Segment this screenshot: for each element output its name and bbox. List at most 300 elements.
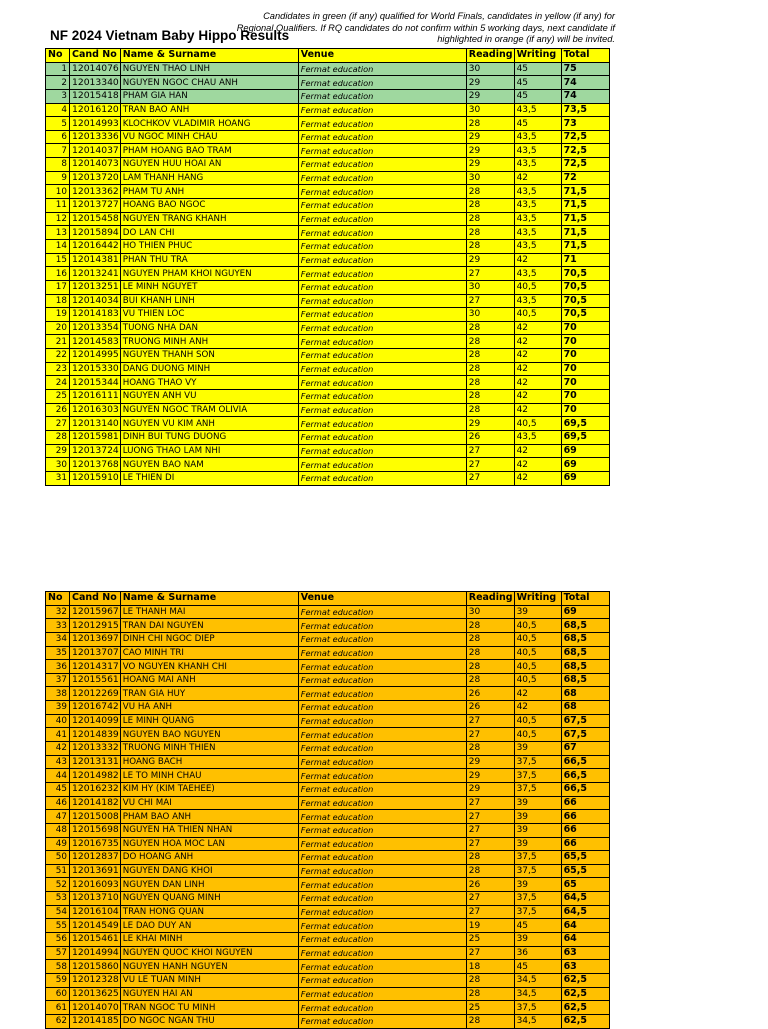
cell-writing: 42 — [514, 687, 561, 701]
cell-no: 4 — [46, 103, 70, 117]
table-row — [46, 960, 610, 974]
cell-name: KIM HY (KIM TAEHEE) — [120, 782, 298, 796]
table-row — [46, 335, 610, 349]
cell-writing: 40,5 — [514, 728, 561, 742]
cell-name: LE KHAI MINH — [120, 933, 298, 947]
table-row — [46, 253, 610, 267]
cell-venue: Fermat education — [298, 308, 466, 322]
cell-writing: 43,5 — [514, 130, 561, 144]
cell-total: 72 — [561, 171, 609, 185]
cell-name: NGUYEN VU KIM ANH — [120, 417, 298, 431]
cell-venue: Fermat education — [298, 349, 466, 363]
cell-cand-no: 12013340 — [70, 76, 121, 90]
cell-reading: 28 — [466, 660, 514, 674]
cell-writing: 42 — [514, 253, 561, 267]
table-row — [46, 796, 610, 810]
cell-cand-no: 12013625 — [70, 987, 121, 1001]
cell-total: 71,5 — [561, 226, 609, 240]
cell-cand-no: 12012837 — [70, 851, 121, 865]
cell-total: 74 — [561, 89, 609, 103]
cell-no: 34 — [46, 632, 70, 646]
cell-no: 21 — [46, 335, 70, 349]
cell-total: 64 — [561, 919, 609, 933]
cell-name: TUONG NHA DAN — [120, 321, 298, 335]
cell-venue: Fermat education — [298, 810, 466, 824]
cell-writing: 39 — [514, 605, 561, 619]
cell-cand-no: 12015698 — [70, 823, 121, 837]
cell-total: 71,5 — [561, 185, 609, 199]
cell-reading: 27 — [466, 823, 514, 837]
cell-name: KLOCHKOV VLADIMIR HOANG — [120, 117, 298, 131]
cell-cand-no: 12012915 — [70, 619, 121, 633]
cell-reading: 25 — [466, 1001, 514, 1015]
cell-no: 14 — [46, 239, 70, 253]
cell-name: TRAN HONG QUAN — [120, 905, 298, 919]
cell-writing: 40,5 — [514, 660, 561, 674]
table-row — [46, 117, 610, 131]
cell-name: HOANG BACH — [120, 755, 298, 769]
table-row — [46, 212, 610, 226]
cell-no: 35 — [46, 646, 70, 660]
cell-reading: 29 — [466, 76, 514, 90]
cell-no: 18 — [46, 294, 70, 308]
cell-cand-no: 12016104 — [70, 905, 121, 919]
cell-cand-no: 12015344 — [70, 376, 121, 390]
cell-cand-no: 12015461 — [70, 933, 121, 947]
cell-cand-no: 12014583 — [70, 335, 121, 349]
cell-name: BUI KHANH LINH — [120, 294, 298, 308]
cell-writing: 45 — [514, 960, 561, 974]
cell-venue: Fermat education — [298, 171, 466, 185]
cell-name: VO NGUYEN KHANH CHI — [120, 660, 298, 674]
cell-name: LE THANH MAI — [120, 605, 298, 619]
header-writing: Writing — [514, 592, 561, 606]
cell-name: VU THIEN LOC — [120, 308, 298, 322]
cell-reading: 27 — [466, 444, 514, 458]
cell-writing: 34,5 — [514, 987, 561, 1001]
cell-venue: Fermat education — [298, 226, 466, 240]
cell-reading: 28 — [466, 987, 514, 1001]
cell-total: 72,5 — [561, 158, 609, 172]
cell-name: LAM THANH HANG — [120, 171, 298, 185]
cell-reading: 26 — [466, 687, 514, 701]
cell-writing: 45 — [514, 89, 561, 103]
table-row — [46, 280, 610, 294]
cell-name: NGUYEN DAN LINH — [120, 878, 298, 892]
cell-venue: Fermat education — [298, 660, 466, 674]
cell-writing: 40,5 — [514, 619, 561, 633]
cell-writing: 42 — [514, 349, 561, 363]
cell-total: 70 — [561, 376, 609, 390]
cell-no: 22 — [46, 349, 70, 363]
table-row — [46, 308, 610, 322]
cell-name: PHAM BAO ANH — [120, 810, 298, 824]
table-row — [46, 185, 610, 199]
cell-writing: 42 — [514, 390, 561, 404]
cell-reading: 29 — [466, 253, 514, 267]
cell-total: 69 — [561, 444, 609, 458]
header-name: Name & Surname — [120, 49, 298, 63]
cell-writing: 43,5 — [514, 430, 561, 444]
table-header-row — [46, 49, 610, 63]
cell-writing: 45 — [514, 117, 561, 131]
table-row — [46, 403, 610, 417]
table-row — [46, 199, 610, 213]
table-row — [46, 851, 610, 865]
cell-venue: Fermat education — [298, 1014, 466, 1028]
cell-total: 65,5 — [561, 851, 609, 865]
cell-reading: 27 — [466, 892, 514, 906]
cell-total: 70 — [561, 390, 609, 404]
cell-cand-no: 12016442 — [70, 239, 121, 253]
cell-cand-no: 12013691 — [70, 864, 121, 878]
cell-total: 66,5 — [561, 755, 609, 769]
cell-no: 3 — [46, 89, 70, 103]
cell-name: DO NGOC NGAN THU — [120, 1014, 298, 1028]
cell-total: 70,5 — [561, 294, 609, 308]
cell-total: 63 — [561, 946, 609, 960]
cell-name: HO THIEN PHUC — [120, 239, 298, 253]
cell-total: 68,5 — [561, 632, 609, 646]
cell-cand-no: 12014995 — [70, 349, 121, 363]
cell-total: 71 — [561, 253, 609, 267]
table-row — [46, 1001, 610, 1015]
cell-cand-no: 12015981 — [70, 430, 121, 444]
table-row — [46, 714, 610, 728]
cell-writing: 40,5 — [514, 646, 561, 660]
cell-name: PHAM GIA HAN — [120, 89, 298, 103]
header-total: Total — [561, 592, 609, 606]
cell-no: 39 — [46, 701, 70, 715]
cell-writing: 43,5 — [514, 158, 561, 172]
cell-reading: 29 — [466, 417, 514, 431]
cell-venue: Fermat education — [298, 212, 466, 226]
cell-writing: 43,5 — [514, 212, 561, 226]
table-row — [46, 632, 610, 646]
cell-total: 72,5 — [561, 144, 609, 158]
cell-venue: Fermat education — [298, 321, 466, 335]
cell-reading: 27 — [466, 837, 514, 851]
cell-cand-no: 12016120 — [70, 103, 121, 117]
cell-no: 19 — [46, 308, 70, 322]
cell-total: 63 — [561, 960, 609, 974]
table-row — [46, 837, 610, 851]
cell-no: 26 — [46, 403, 70, 417]
cell-no: 7 — [46, 144, 70, 158]
table-row — [46, 158, 610, 172]
cell-total: 64,5 — [561, 892, 609, 906]
table-row — [46, 933, 610, 947]
table-header-row — [46, 592, 610, 606]
cell-name: LE MINH NGUYET — [120, 280, 298, 294]
cell-total: 74 — [561, 76, 609, 90]
table-row — [46, 605, 610, 619]
cell-no: 51 — [46, 864, 70, 878]
header-total: Total — [561, 49, 609, 63]
cell-name: TRAN DAI NGUYEN — [120, 619, 298, 633]
cell-reading: 27 — [466, 471, 514, 485]
cell-cand-no: 12014070 — [70, 1001, 121, 1015]
cell-venue: Fermat education — [298, 960, 466, 974]
cell-venue: Fermat education — [298, 417, 466, 431]
table-row — [46, 144, 610, 158]
cell-writing: 42 — [514, 403, 561, 417]
cell-writing: 42 — [514, 444, 561, 458]
table-body — [46, 62, 610, 485]
cell-writing: 37,5 — [514, 851, 561, 865]
table-row — [46, 728, 610, 742]
table-row — [46, 458, 610, 472]
cell-venue: Fermat education — [298, 62, 466, 76]
cell-writing: 39 — [514, 823, 561, 837]
cell-venue: Fermat education — [298, 294, 466, 308]
cell-total: 64,5 — [561, 905, 609, 919]
cell-no: 38 — [46, 687, 70, 701]
cell-total: 69 — [561, 605, 609, 619]
cell-reading: 29 — [466, 158, 514, 172]
cell-name: VU NGOC MINH CHAU — [120, 130, 298, 144]
cell-reading: 27 — [466, 458, 514, 472]
cell-no: 49 — [46, 837, 70, 851]
cell-cand-no: 12014839 — [70, 728, 121, 742]
cell-total: 70 — [561, 403, 609, 417]
cell-reading: 28 — [466, 619, 514, 633]
cell-venue: Fermat education — [298, 103, 466, 117]
cell-writing: 43,5 — [514, 294, 561, 308]
table-row — [46, 973, 610, 987]
cell-reading: 25 — [466, 933, 514, 947]
cell-name: NGUYEN BAO NGUYEN — [120, 728, 298, 742]
cell-total: 67,5 — [561, 728, 609, 742]
cell-venue: Fermat education — [298, 239, 466, 253]
cell-no: 37 — [46, 673, 70, 687]
table-row — [46, 376, 610, 390]
cell-cand-no: 12016735 — [70, 837, 121, 851]
cell-venue: Fermat education — [298, 144, 466, 158]
cell-total: 70,5 — [561, 267, 609, 281]
table-row — [46, 810, 610, 824]
table-row — [46, 919, 610, 933]
cell-cand-no: 12015894 — [70, 226, 121, 240]
cell-total: 66 — [561, 810, 609, 824]
cell-no: 20 — [46, 321, 70, 335]
cell-venue: Fermat education — [298, 673, 466, 687]
cell-cand-no: 12014183 — [70, 308, 121, 322]
cell-venue: Fermat education — [298, 117, 466, 131]
cell-writing: 40,5 — [514, 714, 561, 728]
cell-no: 8 — [46, 158, 70, 172]
cell-name: NGUYEN THANH SON — [120, 349, 298, 363]
cell-no: 44 — [46, 769, 70, 783]
cell-reading: 26 — [466, 430, 514, 444]
cell-cand-no: 12015910 — [70, 471, 121, 485]
cell-venue: Fermat education — [298, 837, 466, 851]
cell-writing: 43,5 — [514, 267, 561, 281]
cell-no: 16 — [46, 267, 70, 281]
cell-venue: Fermat education — [298, 619, 466, 633]
cell-reading: 27 — [466, 714, 514, 728]
table-row — [46, 946, 610, 960]
qualification-note: Candidates in green (if any) qualified for World Finals, candidates in yellow (if any) for Regional Qualifiers. If RQ candidates do not confirm within 5 working days, next candidate if highlighted in orange (if any) will be invited. — [236, 11, 615, 44]
table-row — [46, 390, 610, 404]
table-row — [46, 130, 610, 144]
cell-name: TRUONG MINH THIEN — [120, 742, 298, 756]
cell-name: LE MINH QUANG — [120, 714, 298, 728]
cell-no: 47 — [46, 810, 70, 824]
cell-cand-no: 12013697 — [70, 632, 121, 646]
cell-total: 67,5 — [561, 714, 609, 728]
cell-cand-no: 12015860 — [70, 960, 121, 974]
table-row — [46, 349, 610, 363]
results-table-qualified — [45, 48, 610, 486]
cell-reading: 29 — [466, 755, 514, 769]
cell-total: 66 — [561, 823, 609, 837]
cell-cand-no: 12013140 — [70, 417, 121, 431]
cell-no: 46 — [46, 796, 70, 810]
cell-venue: Fermat education — [298, 823, 466, 837]
cell-cand-no: 12015458 — [70, 212, 121, 226]
cell-writing: 40,5 — [514, 280, 561, 294]
cell-cand-no: 12013710 — [70, 892, 121, 906]
cell-reading: 29 — [466, 782, 514, 796]
cell-venue: Fermat education — [298, 335, 466, 349]
cell-name: NGUYEN QUANG MINH — [120, 892, 298, 906]
cell-cand-no: 12014994 — [70, 946, 121, 960]
cell-cand-no: 12012269 — [70, 687, 121, 701]
cell-name: DO HOANG ANH — [120, 851, 298, 865]
cell-reading: 28 — [466, 212, 514, 226]
cell-name: NGUYEN HA THIEN NHAN — [120, 823, 298, 837]
table-row — [46, 782, 610, 796]
cell-writing: 39 — [514, 837, 561, 851]
table-row — [46, 987, 610, 1001]
cell-name: VU CHI MAI — [120, 796, 298, 810]
cell-no: 25 — [46, 390, 70, 404]
cell-venue: Fermat education — [298, 605, 466, 619]
cell-cand-no: 12015418 — [70, 89, 121, 103]
cell-name: DINH BUI TUNG DUONG — [120, 430, 298, 444]
cell-total: 69 — [561, 458, 609, 472]
header-no: No — [46, 49, 70, 63]
cell-venue: Fermat education — [298, 430, 466, 444]
cell-total: 68,5 — [561, 660, 609, 674]
table-row — [46, 660, 610, 674]
cell-reading: 30 — [466, 605, 514, 619]
cell-cand-no: 12014076 — [70, 62, 121, 76]
cell-venue: Fermat education — [298, 892, 466, 906]
cell-total: 69,5 — [561, 417, 609, 431]
cell-total: 62,5 — [561, 1001, 609, 1015]
cell-cand-no: 12016093 — [70, 878, 121, 892]
cell-name: DINH CHI NGOC DIEP — [120, 632, 298, 646]
cell-venue: Fermat education — [298, 89, 466, 103]
table-row — [46, 62, 610, 76]
cell-reading: 28 — [466, 742, 514, 756]
cell-total: 70 — [561, 321, 609, 335]
cell-cand-no: 12015967 — [70, 605, 121, 619]
cell-reading: 28 — [466, 673, 514, 687]
cell-reading: 28 — [466, 226, 514, 240]
cell-reading: 27 — [466, 728, 514, 742]
cell-no: 56 — [46, 933, 70, 947]
cell-reading: 28 — [466, 185, 514, 199]
cell-cand-no: 12014099 — [70, 714, 121, 728]
cell-reading: 30 — [466, 103, 514, 117]
table-row — [46, 619, 610, 633]
cell-writing: 42 — [514, 458, 561, 472]
cell-name: NGUYEN QUOC KHOI NGUYEN — [120, 946, 298, 960]
cell-no: 31 — [46, 471, 70, 485]
cell-venue: Fermat education — [298, 280, 466, 294]
cell-cand-no: 12014073 — [70, 158, 121, 172]
cell-writing: 39 — [514, 878, 561, 892]
cell-name: LE THIEN DI — [120, 471, 298, 485]
table-row — [46, 471, 610, 485]
table-row — [46, 430, 610, 444]
table-row — [46, 755, 610, 769]
cell-cand-no: 12013707 — [70, 646, 121, 660]
cell-reading: 28 — [466, 376, 514, 390]
cell-cand-no: 12014549 — [70, 919, 121, 933]
cell-reading: 28 — [466, 362, 514, 376]
cell-cand-no: 12015330 — [70, 362, 121, 376]
cell-total: 66 — [561, 837, 609, 851]
cell-total: 70 — [561, 362, 609, 376]
cell-reading: 28 — [466, 864, 514, 878]
table-row — [46, 362, 610, 376]
cell-writing: 42 — [514, 701, 561, 715]
cell-cand-no: 12014317 — [70, 660, 121, 674]
cell-name: HOANG THAO VY — [120, 376, 298, 390]
table-row — [46, 294, 610, 308]
cell-total: 66,5 — [561, 769, 609, 783]
cell-cand-no: 12014182 — [70, 796, 121, 810]
cell-writing: 43,5 — [514, 103, 561, 117]
cell-writing: 36 — [514, 946, 561, 960]
cell-reading: 26 — [466, 878, 514, 892]
cell-no: 30 — [46, 458, 70, 472]
cell-no: 28 — [46, 430, 70, 444]
cell-venue: Fermat education — [298, 946, 466, 960]
cell-reading: 28 — [466, 632, 514, 646]
cell-cand-no: 12014037 — [70, 144, 121, 158]
table-row — [46, 742, 610, 756]
cell-no: 13 — [46, 226, 70, 240]
cell-name: TRUONG MINH ANH — [120, 335, 298, 349]
cell-no: 59 — [46, 973, 70, 987]
cell-venue: Fermat education — [298, 199, 466, 213]
cell-venue: Fermat education — [298, 130, 466, 144]
cell-venue: Fermat education — [298, 390, 466, 404]
cell-total: 67 — [561, 742, 609, 756]
cell-writing: 40,5 — [514, 632, 561, 646]
cell-reading: 27 — [466, 294, 514, 308]
cell-cand-no: 12014381 — [70, 253, 121, 267]
cell-no: 24 — [46, 376, 70, 390]
cell-total: 62,5 — [561, 973, 609, 987]
cell-writing: 37,5 — [514, 782, 561, 796]
cell-name: NGUYEN THAO LINH — [120, 62, 298, 76]
cell-name: HOANG BAO NGOC — [120, 199, 298, 213]
cell-total: 68 — [561, 701, 609, 715]
cell-reading: 18 — [466, 960, 514, 974]
cell-reading: 28 — [466, 403, 514, 417]
cell-venue: Fermat education — [298, 362, 466, 376]
cell-no: 10 — [46, 185, 70, 199]
cell-cand-no: 12013720 — [70, 171, 121, 185]
table-row — [46, 239, 610, 253]
table-row — [46, 769, 610, 783]
